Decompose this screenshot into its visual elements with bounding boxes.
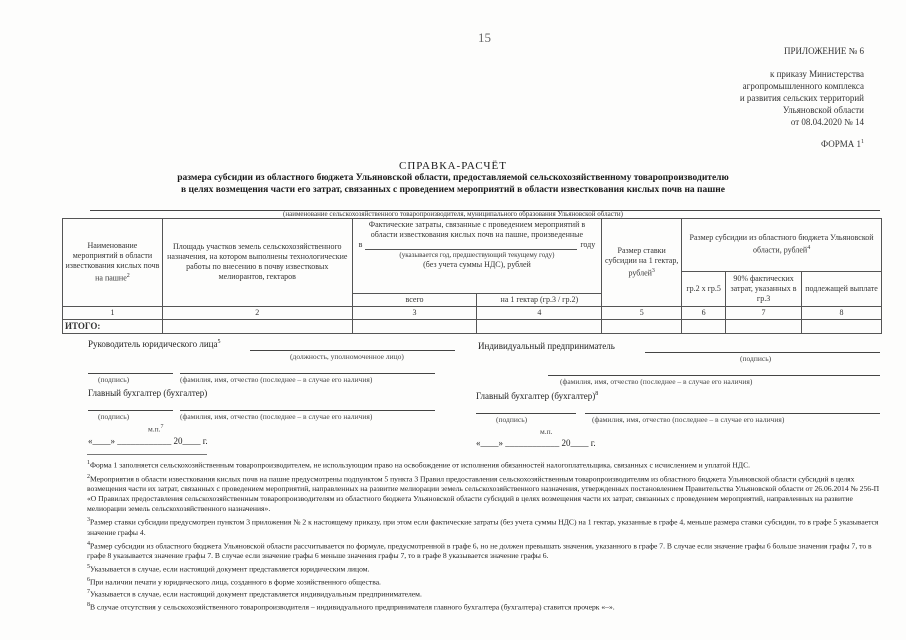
- producer-caption: (наименование сельскохозяйственного товаропроизводителя, муниципального образования Ульяновской области): [283, 210, 623, 218]
- footnote-8-text: В случае отсутствия у сельскохозяйственного товаропроизводителя – индивидуального предпринимателя главного бухгалтера (бухгалтера) ставится прочерк «–».: [90, 602, 615, 612]
- ip-fio-line: [548, 375, 880, 376]
- footnote-1-num: 1: [87, 460, 90, 466]
- sign-caption: (подпись): [496, 415, 528, 424]
- appendix-line: и развития сельских территорий: [739, 93, 864, 103]
- stamp-place: [148, 424, 164, 434]
- footnote-3-num: 3: [87, 517, 90, 524]
- total-cell: [352, 319, 477, 333]
- appendix-line: агропромышленного комплекса: [742, 81, 864, 91]
- sign-caption: (подпись): [98, 412, 130, 421]
- col-header-1-sup: 2: [126, 272, 130, 279]
- appendix-line: Ульяновской области: [782, 105, 864, 115]
- sign-line: [476, 413, 576, 414]
- footnote-4-num: 4: [87, 540, 90, 547]
- head-text: Руководитель юридического лица: [88, 339, 218, 349]
- ip-sign-caption: (подпись): [740, 354, 772, 363]
- form-text: ФОРМА 1: [821, 139, 861, 149]
- total-cell: [802, 319, 882, 333]
- chief-accountant-2-sup: 8: [595, 391, 599, 397]
- col-header-3-caption: (указывается год, предшествующий текущему году): [399, 251, 555, 259]
- ip-label: Индивидуальный предприниматель: [478, 341, 615, 351]
- total-cell: [162, 319, 352, 333]
- appendix-label: ПРИЛОЖЕНИЕ № 6: [783, 46, 864, 56]
- sign-caption: (подпись): [98, 375, 130, 384]
- sign-line: [88, 410, 173, 411]
- col-num: 6: [682, 306, 726, 319]
- appendix-line: к приказу Министерства: [769, 69, 864, 79]
- col-header-3-in: в: [358, 240, 363, 249]
- col-header-3-year: [355, 240, 600, 250]
- fio-line: [585, 413, 880, 414]
- form-sup: 1: [861, 139, 864, 145]
- col-num: 8: [802, 306, 882, 319]
- doc-subtitle-2: в целях возмещения части его затрат, связанных с проведением мероприятий в области известкования кислых почв на пашне: [181, 185, 725, 195]
- col-header-3-spacer: [352, 271, 602, 293]
- total-cell: [477, 319, 602, 333]
- form-label: [634, 136, 864, 150]
- col-header-3: [352, 219, 602, 272]
- head-label: [88, 339, 220, 349]
- footnote-7-num: 7: [87, 589, 90, 596]
- col-header-6: гр.2 х гр.5: [682, 271, 726, 306]
- footnote-5-text: Указывается в случае, если настоящий документ представляется юридическим лицом.: [90, 564, 370, 574]
- col-num: 5: [602, 306, 682, 319]
- footnote-4: [87, 539, 887, 562]
- date-left: «____» ____________ 20____ г.: [88, 436, 208, 446]
- doc-title: СПРАВКА-РАСЧЁТ: [399, 160, 507, 172]
- head-sup: 5: [217, 339, 221, 345]
- footnote-6-num: 6: [87, 576, 90, 583]
- col-header-7: 90% фактических затрат, указанных в гр.3: [726, 271, 802, 306]
- footnotes: [87, 458, 887, 612]
- date-right: «____» ____________ 20____ г.: [476, 438, 596, 448]
- col-header-5-sup: 3: [651, 267, 655, 274]
- total-label: ИТОГО:: [63, 319, 163, 333]
- chief-accountant-label: Главный бухгалтер (бухгалтер): [88, 388, 208, 398]
- position-caption: (должность, уполномоченное лицо): [290, 352, 404, 361]
- appendix-lines: [634, 68, 864, 128]
- footnote-3: [87, 515, 887, 538]
- footnote-separator: [87, 454, 207, 455]
- ip-sign-line: [645, 352, 880, 353]
- mp-sup: 7: [160, 424, 164, 430]
- fio-line: [180, 373, 435, 374]
- total-cell: [602, 319, 682, 333]
- footnote-4-text: Размер субсидии из областного бюджета Ульяновской области рассчитывается по формуле, предусмотренной в графе 6, но не должен превышать значения, указанного в графе 7. В случае если значение графы 6 больше значения графы 7, то в графе 8 указывается значение графы 7. В случае если значение графы 6 меньше значения графы 7, то в графе 8 указывается значение графы 6.: [87, 541, 872, 561]
- footnote-7-text: Указывается в случае, если настоящий документ представляется индивидуальным предпринимателем.: [90, 589, 422, 599]
- footnote-1: [87, 458, 887, 471]
- footnote-2: [87, 472, 887, 515]
- fio-caption: (фамилия, имя, отчество (последнее – в случае его наличия): [180, 375, 373, 384]
- col-header-6-group-sup: 4: [807, 245, 811, 252]
- footnote-6: [87, 575, 887, 588]
- footnote-8: [87, 600, 887, 613]
- fio-line: [180, 410, 435, 411]
- footnote-5-num: 5: [87, 564, 90, 571]
- col-num: 2: [162, 306, 352, 319]
- col-header-3a: всего: [352, 293, 477, 306]
- col-header-6-group: [682, 219, 882, 272]
- col-header-8: подлежащей выплате: [802, 271, 882, 306]
- col-header-3-vat: (без учета суммы НДС), рублей: [423, 260, 531, 269]
- position-line: [250, 350, 455, 351]
- footnote-3-text: Размер ставки субсидии предусмотрен пунктом 3 приложения № 2 к настоящему приказу, при этом если фактические затраты (без учета суммы НДС) на 1 гектар, указанные в графе 4, меньше размера ставки субсидии, то в графе 5 указывается значение графы 4.: [87, 517, 879, 537]
- col-num: 1: [63, 306, 163, 319]
- fio-caption: (фамилия, имя, отчество (последнее – в случае его наличия): [180, 412, 373, 421]
- col-header-3b: на 1 гектар (гр.3 / гр.2): [477, 293, 602, 306]
- chief-accountant-2-label: [476, 391, 598, 401]
- sign-line: [88, 373, 173, 374]
- footnote-6-text: При наличии печати у юридического лица, созданного в форме хозяйственного общества.: [90, 577, 381, 587]
- footnote-2-num: 2: [87, 473, 90, 480]
- col-num: 7: [726, 306, 802, 319]
- col-num: 4: [477, 306, 602, 319]
- mp-text: м.п.: [148, 424, 161, 434]
- chief-accountant-2-text: Главный бухгалтер (бухгалтер): [476, 391, 596, 401]
- footnote-2-text: Мероприятия в области известкования кислых почв на пашне предусмотрены подпунктом 5 пункта 3 Правил предоставления сельскохозяйственным товаропроизводителям из областного бюджета Ульяновской области субсидий в целях возмещения части их затрат, связанных с проведением мероприятий, направленных на развитие мелиорации земель сельскохозяйственного назначения, утвержденных постановлением Правительства Ульяновской области от 26.06.2014 № 256-П «О Правилах предоставления сельскохозяйственным товаропроизводителям из областного бюджета Ульяновской области субсидий в целях возмещения части их затрат, связанных с проведением мероприятий, направленных на развитие мелиорации земель сельскохозяйственного назначения».: [87, 474, 880, 514]
- col-header-3-year-word: году: [580, 240, 596, 249]
- total-cell: [726, 319, 802, 333]
- footnote-1-text: Форма 1 заполняется сельскохозяйственным товаропроизводителем, не использующим право на освобождение от исполнения обязанностей налогоплательщика, связанных с исчислением и уплатой НДС.: [90, 460, 751, 470]
- stamp-place-2: м.п.: [540, 427, 553, 436]
- col-header-5-text: Размер ставки субсидии на 1 гектар, рублей: [605, 245, 679, 278]
- footnote-8-num: 8: [87, 601, 90, 608]
- total-cell: [682, 319, 726, 333]
- col-header-5: [602, 219, 682, 307]
- footnote-7: [87, 587, 887, 600]
- col-header-3-text: Фактические затраты, связанные с проведением мероприятий в области известкования кислых почв на пашне, произведенные: [368, 220, 586, 239]
- appendix-line: от 08.04.2020 № 14: [790, 117, 864, 127]
- col-header-1: [63, 219, 163, 307]
- year-blank: [365, 242, 577, 250]
- fio-caption: (фамилия, имя, отчество (последнее – в случае его наличия): [592, 415, 785, 424]
- ip-fio-caption: (фамилия, имя, отчество (последнее – в случае его наличия): [560, 377, 753, 386]
- col-header-2: Площадь участков земель сельскохозяйственного назначения, на котором выполнены технологические работы по внесению в почву известковых мелиорантов, гектаров: [162, 219, 352, 307]
- footnote-5: [87, 562, 887, 575]
- col-num: 3: [352, 306, 477, 319]
- col-header-6-group-text: Размер субсидии из областного бюджета Ульяновской области, рублей: [689, 233, 874, 256]
- calculation-table: [62, 218, 882, 334]
- col-header-1-text: Наименование мероприятий в области известкования кислых почв на пашне: [65, 240, 160, 283]
- page-number: 15: [478, 30, 491, 45]
- doc-subtitle-1: размера субсидии из областного бюджета Ульяновской области, предоставляемой сельскохозяйственному товаропроизводителю: [177, 173, 729, 183]
